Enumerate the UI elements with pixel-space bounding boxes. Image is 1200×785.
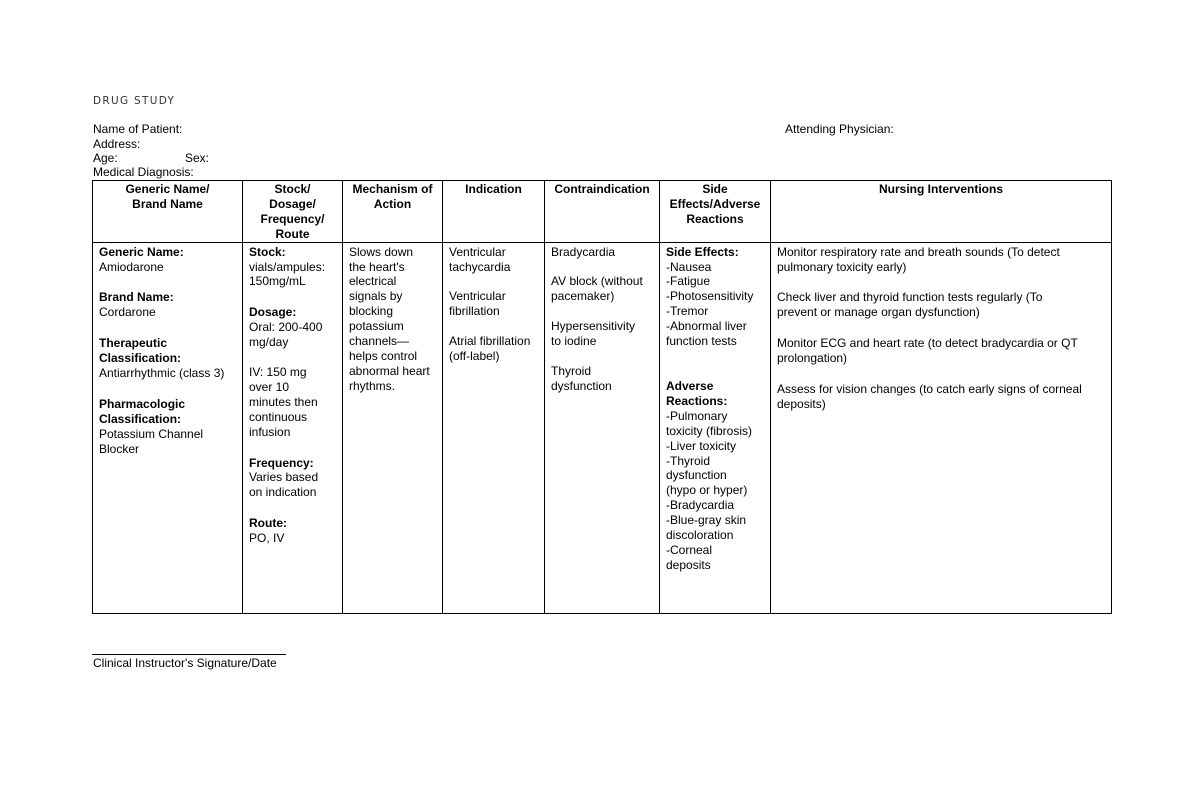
generic-name-value: Amiodarone — [99, 259, 164, 274]
frequency-label: Frequency: — [249, 455, 314, 470]
table-row — [93, 242, 1112, 613]
header-text: Indication — [465, 182, 522, 196]
route-block — [249, 516, 337, 546]
contraindication-text: Bradycardia AV block (without pacemaker) Hypersensitivity to iodine Thyroid dysfunction — [551, 244, 643, 393]
header-contraindication — [545, 181, 660, 243]
pharmacologic-class-value: Potassium Channel Blocker — [99, 426, 204, 456]
header-stock-dosage — [243, 181, 343, 243]
adverse-reactions-label: Adverse Reactions: — [666, 378, 728, 408]
header-text: Side Effects/Adverse Reactions — [669, 182, 761, 226]
sex-label: Sex: — [185, 151, 210, 165]
nursing-interventions-cell — [771, 242, 1112, 613]
frequency-block — [249, 456, 337, 501]
header-nursing-interventions — [771, 181, 1112, 243]
medical-diagnosis-label: Medical Diagnosis: — [93, 165, 194, 179]
header-text: Mechanism of Action — [352, 182, 433, 211]
document-title: DRUG STUDY — [93, 95, 176, 107]
header-indication — [443, 181, 545, 243]
stock-cell — [243, 242, 343, 613]
header-mechanism — [343, 181, 443, 243]
route-label: Route: — [249, 516, 287, 531]
side-effects-block — [666, 245, 765, 349]
indication-text: Ventricular tachycardia Ventricular fibrillation Atrial fibrillation (off-label) — [449, 244, 531, 363]
signature-line — [92, 654, 286, 655]
nursing-intervention-item: Check liver and thyroid function tests regularly (To prevent or manage organ dysfunction) — [777, 290, 1043, 320]
header-text: Contraindication — [554, 182, 650, 196]
address-label: Address: — [93, 137, 141, 151]
signature-label: Clinical Instructor's Signature/Date — [93, 656, 277, 670]
side-effects-cell — [660, 242, 771, 613]
stock-label: Stock: — [249, 244, 286, 259]
adverse-reactions-value: -Pulmonary toxicity (fibrosis) -Liver toxicity -Thyroid dysfunction (hypo or hyper) -Bradycardia -Blue-gray skin discoloration -Corneal deposits — [666, 408, 753, 572]
brand-name-label: Brand Name: — [99, 290, 174, 305]
stock-value: vials/ampules: 150mg/mL — [249, 259, 326, 289]
therapeutic-class-label: Therapeutic Classification: — [99, 336, 182, 366]
pharmacologic-class-block — [99, 397, 237, 457]
indication-cell — [443, 242, 545, 613]
nursing-intervention-item: Assess for vision changes (to catch early signs of corneal deposits) — [777, 382, 1082, 411]
route-value: PO, IV — [249, 531, 285, 546]
header-text: Generic Name/ Brand Name — [125, 182, 210, 211]
dosage-value: Oral: 200-400 mg/day IV: 150 mg over 10 minutes then continuous infusion — [249, 320, 323, 439]
patient-name-label: Name of Patient: — [93, 122, 183, 136]
dosage-block — [249, 305, 337, 439]
mechanism-cell — [343, 242, 443, 613]
brand-name-block — [99, 290, 237, 320]
pharmacologic-class-label: Pharmacologic Classification: — [99, 396, 186, 426]
header-text: Stock/ Dosage/ Frequency/ Route — [260, 182, 325, 241]
side-effects-label: Side Effects: — [666, 244, 739, 259]
header-text: Nursing Interventions — [878, 182, 1003, 196]
header-generic-brand-name — [93, 181, 243, 243]
age-label: Age: — [93, 151, 118, 165]
contraindication-cell — [545, 242, 660, 613]
attending-physician-label: Attending Physician: — [785, 122, 894, 136]
generic-name-block — [99, 245, 237, 275]
therapeutic-class-value: Antiarrhythmic (class 3) — [99, 366, 225, 381]
adverse-reactions-block — [666, 379, 765, 573]
drug-study-table — [92, 180, 1112, 614]
brand-name-value: Cordarone — [99, 305, 156, 320]
nursing-intervention-item: Monitor respiratory rate and breath sounds (To detect pulmonary toxicity early) — [777, 244, 1060, 274]
header-side-effects — [660, 181, 771, 243]
generic-cell — [93, 242, 243, 613]
dosage-label: Dosage: — [249, 305, 297, 320]
generic-name-label: Generic Name: — [99, 244, 184, 259]
frequency-value: Varies based on indication — [249, 470, 319, 500]
nursing-intervention-item: Monitor ECG and heart rate (to detect bradycardia or QT prolongation) — [777, 336, 1078, 366]
side-effects-value: -Nausea -Fatigue -Photosensitivity -Tremor -Abnormal liver function tests — [666, 259, 754, 349]
mechanism-text: Slows down the heart's electrical signals by blocking potassium channels— helps control abnormal heart rhythms. — [349, 244, 430, 393]
table-header-row — [93, 181, 1112, 243]
therapeutic-class-block — [99, 336, 237, 381]
stock-block — [249, 245, 337, 290]
